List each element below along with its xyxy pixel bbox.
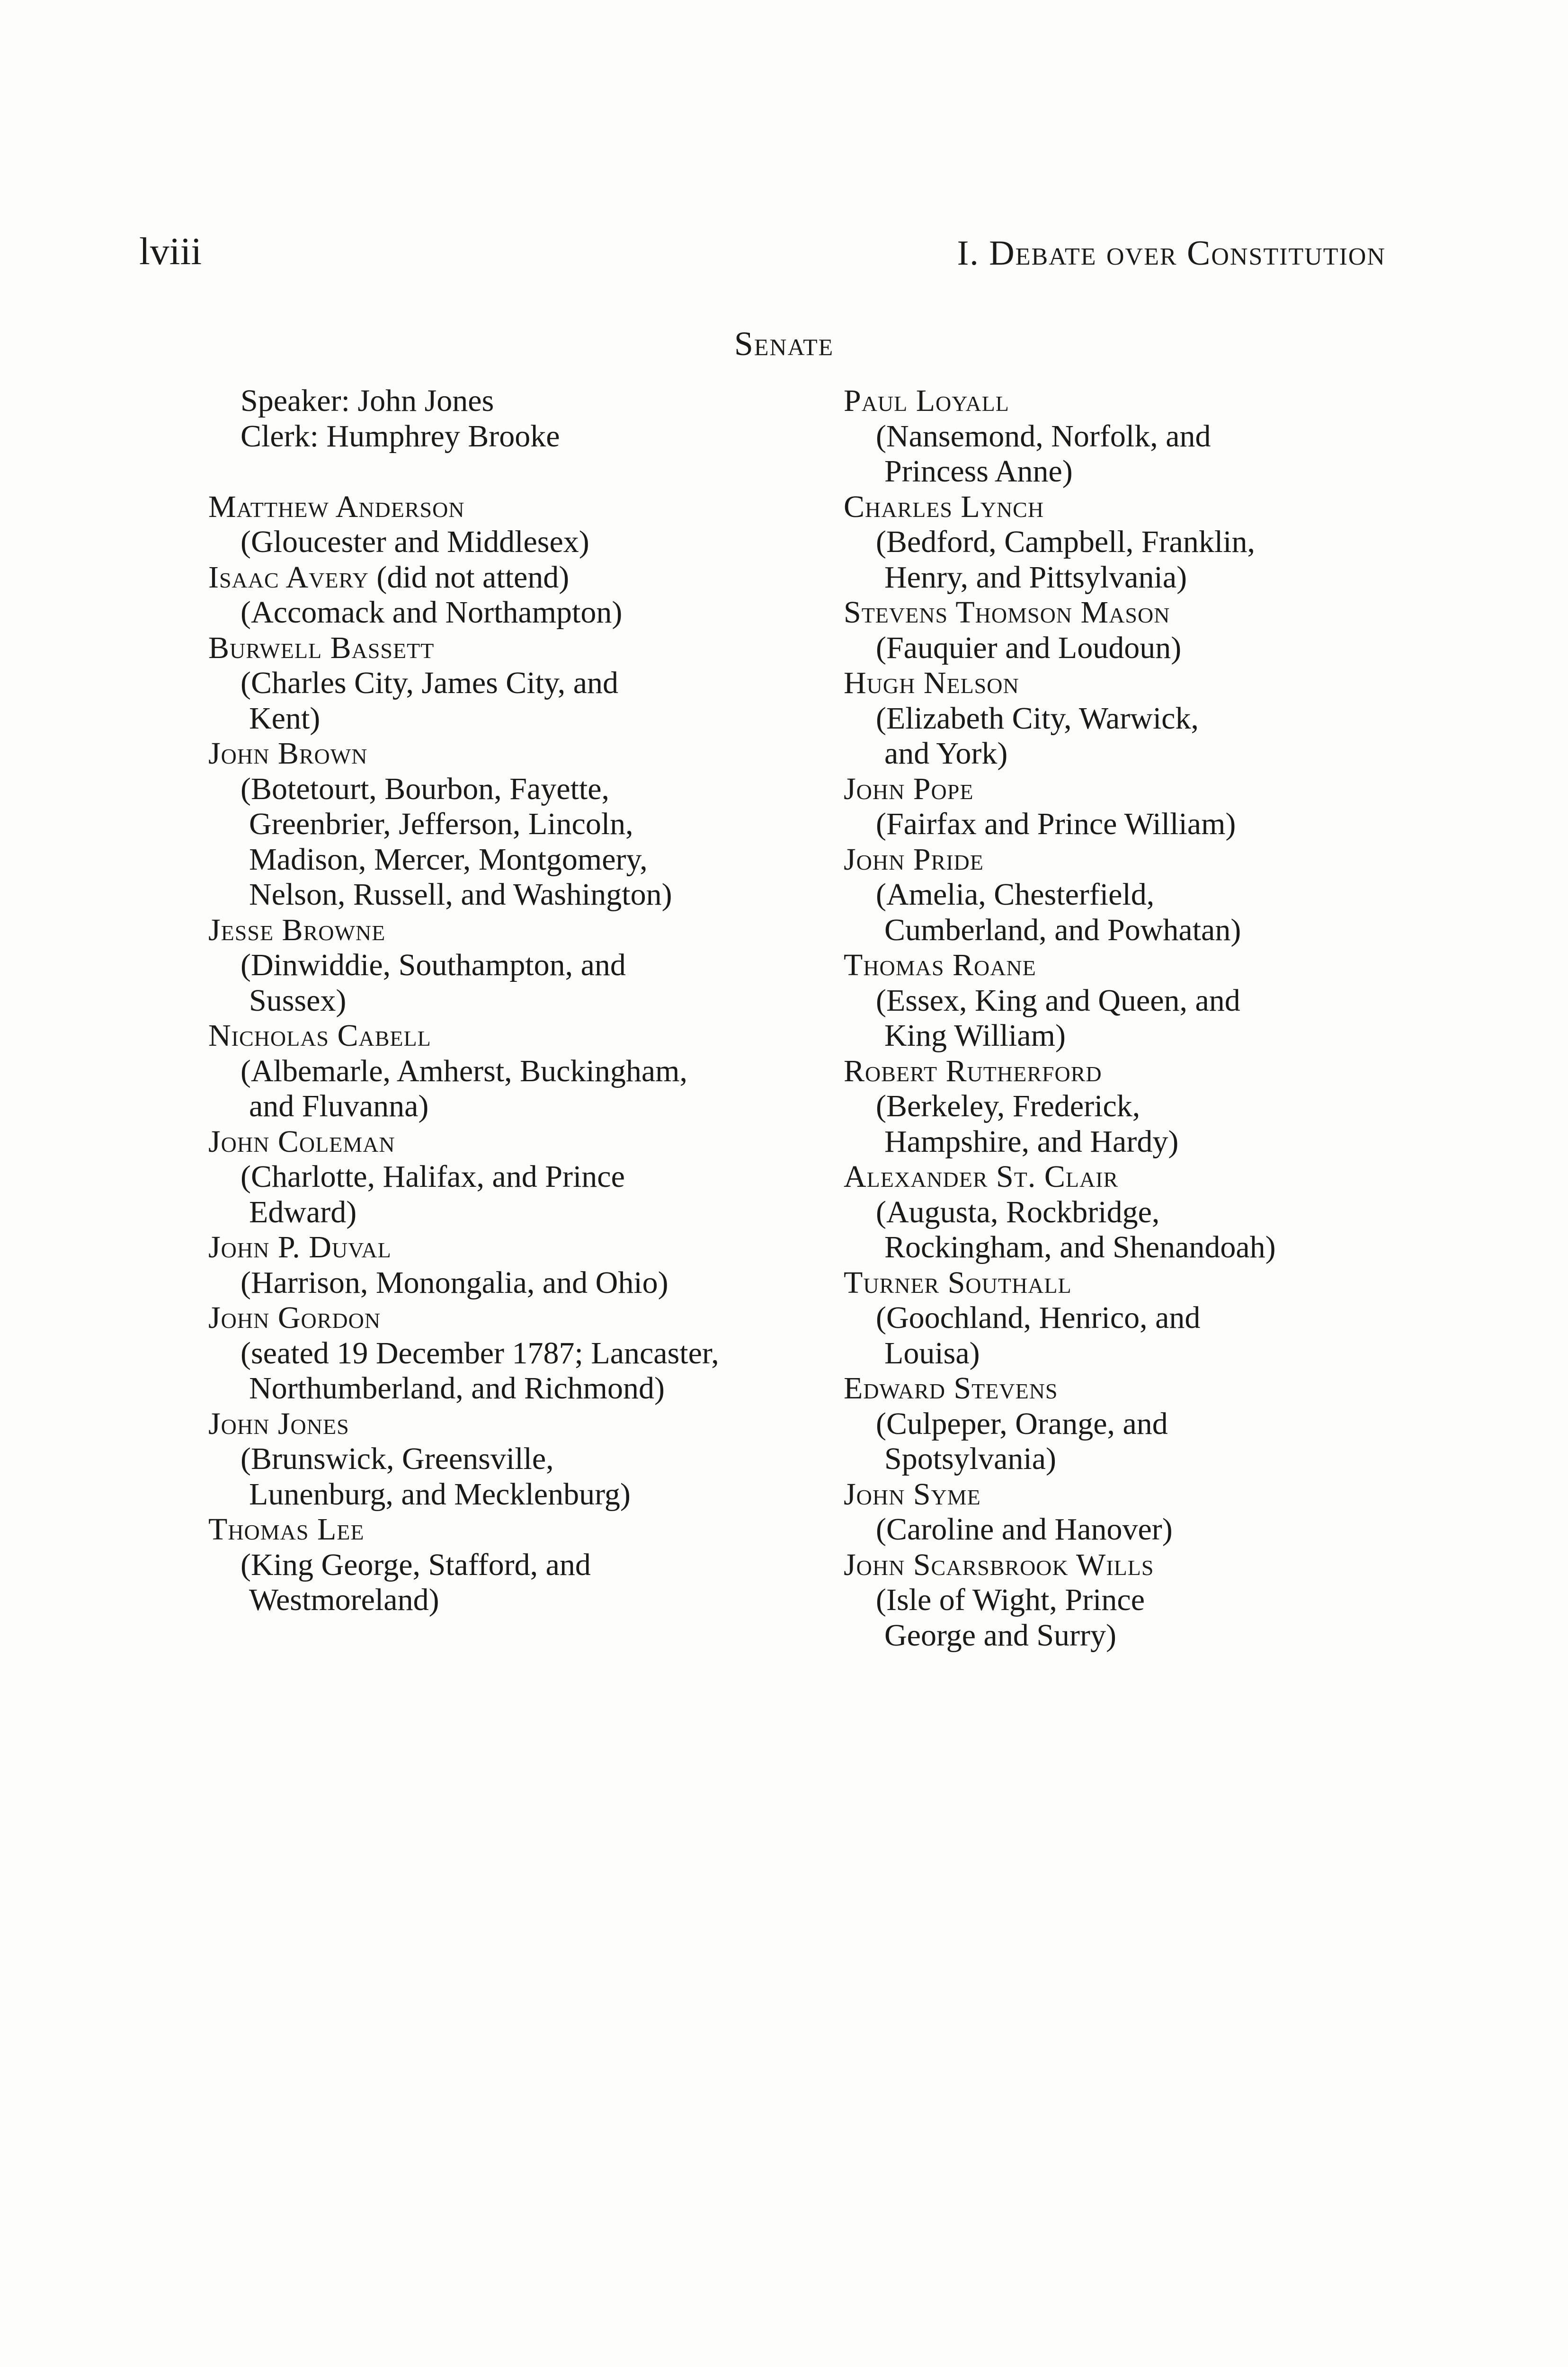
senator-name: Paul Loyall [844,383,1009,418]
left-senator-list [208,489,843,1618]
senator-name: John Syme [844,1477,981,1512]
left-column [208,383,843,1618]
senator-entry [208,1406,843,1513]
district-counties: and York) [884,736,1008,771]
senator-entry [844,948,1431,1054]
district-counties: Edward) [249,1194,357,1229]
senator-name-line [208,560,843,596]
senator-entry [844,1477,1431,1548]
senator-name: John Jones [208,1406,349,1441]
senator-name-line [208,489,843,525]
senator-entry [844,489,1431,596]
speaker-line: Speaker: John Jones [241,383,494,418]
district-counties: (Fauquier and Loudoun) [876,630,1182,665]
senator-name: Turner Southall [844,1265,1072,1300]
district-counties: (Berkeley, Frederick, [876,1089,1140,1123]
district-counties: King William) [884,1018,1066,1053]
district-counties: Louisa) [884,1335,980,1370]
senator-name-line [844,1054,1431,1089]
district-counties: (King George, Stafford, and [241,1547,591,1582]
senator-name-line [844,666,1431,701]
senator-name: John Brown [208,736,368,771]
senator-name-line [844,1265,1431,1301]
senator-entry [208,913,843,1019]
district-counties: (Botetourt, Bourbon, Fayette, [241,771,610,806]
senator-entry [208,1512,843,1618]
senator-name: Charles Lynch [844,489,1044,524]
district-counties: Lunenburg, and Mecklenburg) [249,1477,631,1512]
district-counties: (Elizabeth City, Warwick, [876,701,1199,736]
district-counties: (Albemarle, Amherst, Buckingham, [241,1053,687,1088]
district-counties: Cumberland, and Powhatan) [884,912,1241,947]
senator-name: Edward Stevens [844,1371,1058,1406]
right-column [844,383,1431,1653]
district-counties: (Brunswick, Greensville, [241,1442,554,1476]
senator-name: John Pope [844,771,974,806]
district-counties: (Accomack and Northampton) [241,595,623,630]
senator-name-line [844,842,1431,878]
senator-name-line [208,913,843,948]
senator-name: Thomas Roane [844,948,1036,982]
district-counties: (Harrison, Monongalia, and Ohio) [241,1265,668,1300]
district-counties: (Charles City, James City, and [241,666,618,700]
senator-name-line [208,1300,843,1336]
senator-name: Thomas Lee [208,1512,365,1547]
senator-name: Isaac Avery [208,560,369,595]
senator-name: Matthew Anderson [208,489,465,524]
district-counties: and Fluvanna) [249,1089,429,1123]
senator-name: Hugh Nelson [844,666,1019,700]
section-title: Senate [734,325,834,363]
senator-name: John Gordon [208,1300,381,1335]
senator-entry [208,1124,843,1230]
attendance-note: (did not attend) [368,560,570,595]
district-counties: Nelson, Russell, and Washington) [249,877,672,912]
senator-name-line [208,736,843,772]
district-counties: Madison, Mercer, Montgomery, [249,842,648,877]
senator-entry [208,631,843,737]
senator-name-line [208,1124,843,1160]
district-counties: (seated 19 December 1787; Lancaster, [241,1335,719,1370]
right-senator-list [844,383,1431,1653]
senator-entry [844,666,1431,772]
senator-name-line [208,1406,843,1442]
district-counties: (Gloucester and Middlesex) [241,525,589,559]
senator-name: Nicholas Cabell [208,1018,431,1053]
senator-entry [844,1265,1431,1371]
senator-name: Burwell Bassett [208,630,435,665]
officers-list [241,383,843,454]
district-counties: Sussex) [249,983,347,1018]
senator-name-line [844,772,1431,807]
senator-name-line [208,1230,843,1265]
senator-name: Jesse Browne [208,912,386,947]
district-counties: Northumberland, and Richmond) [249,1371,665,1406]
senator-entry [844,842,1431,948]
district-counties: (Charlotte, Halifax, and Prince [241,1159,625,1194]
district-counties: (Caroline and Hanover) [876,1512,1173,1547]
district-counties: (Essex, King and Queen, and [876,983,1240,1018]
senator-name-line [844,1548,1431,1583]
district-counties: Westmoreland) [249,1583,439,1617]
senator-name-line [208,631,843,666]
district-counties: (Nansemond, Norfolk, and [876,418,1211,454]
running-head: I. Debate over Constitution [957,234,1386,273]
district-counties: (Dinwiddie, Southampton, and [241,948,626,982]
senator-name-line [208,1512,843,1548]
district-counties: (Augusta, Rockbridge, [876,1194,1160,1229]
senator-entry [844,1548,1431,1654]
senator-name: Alexander St. Clair [844,1159,1119,1194]
senator-name: Robert Rutherford [844,1053,1102,1088]
senator-name-line [208,1018,843,1054]
senator-name-line [844,1159,1431,1195]
page-number: lviii [139,230,202,273]
senator-entry [844,595,1431,666]
senator-name-line [844,383,1431,419]
district-counties: (Amelia, Chesterfield, [876,877,1155,912]
senator-name-line [844,595,1431,631]
senator-name: John P. Duval [208,1230,392,1264]
senator-name: John Coleman [208,1124,395,1159]
district-counties: Henry, and Pittsylvania) [884,560,1187,595]
senator-entry [208,489,843,560]
district-counties: Kent) [249,701,321,736]
senator-entry [844,1371,1431,1477]
senator-entry [208,1018,843,1124]
senator-entry [208,1300,843,1406]
district-counties: George and Surry) [884,1618,1116,1653]
senator-entry [844,1054,1431,1160]
senator-name-line [844,489,1431,525]
district-counties: Princess Anne) [884,454,1073,489]
senator-name-line [844,1371,1431,1406]
senator-name: Stevens Thomson Mason [844,595,1170,630]
senator-name-line [844,948,1431,983]
district-counties: (Culpeper, Orange, and [876,1406,1168,1441]
senator-name: John Scarsbrook Wills [844,1547,1154,1582]
senator-entry [208,736,843,913]
district-counties: (Goochland, Henrico, and [876,1300,1201,1335]
senator-entry [844,383,1431,489]
senator-entry [208,1230,843,1300]
district-counties: Spotsylvania) [884,1442,1056,1476]
clerk-line: Clerk: Humphrey Brooke [241,418,560,454]
senator-name: John Pride [844,842,984,877]
district-counties: (Bedford, Campbell, Franklin, [876,525,1256,559]
district-counties: Hampshire, and Hardy) [884,1124,1179,1159]
district-counties: Greenbrier, Jefferson, Lincoln, [249,807,633,841]
senator-entry [844,772,1431,842]
district-counties: Rockingham, and Shenandoah) [884,1230,1276,1264]
senator-entry [208,560,843,631]
district-counties: (Isle of Wight, Prince [876,1583,1145,1617]
senator-entry [844,1159,1431,1265]
senator-name-line [844,1477,1431,1513]
district-counties: (Fairfax and Prince William) [876,807,1236,841]
